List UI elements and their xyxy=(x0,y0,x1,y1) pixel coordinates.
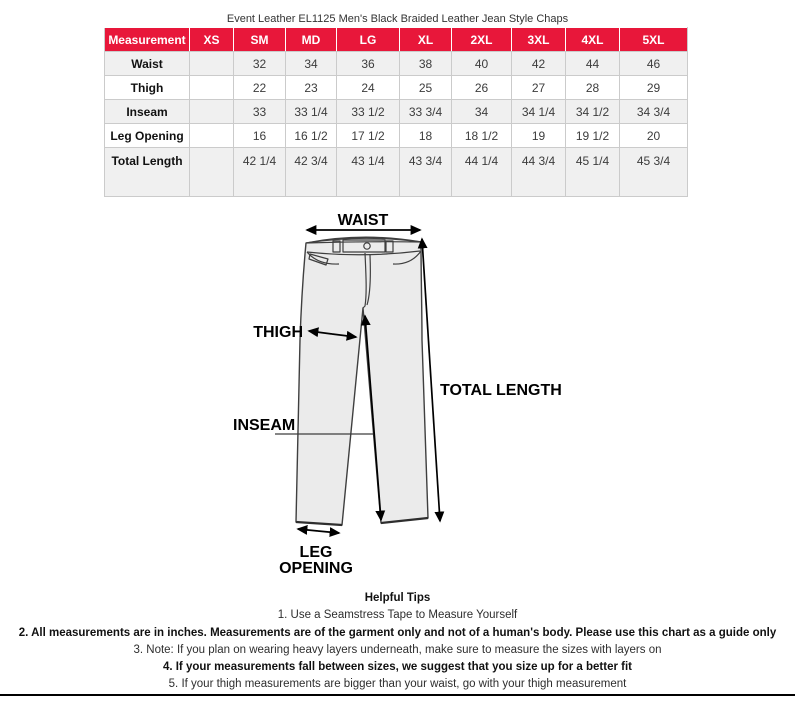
size-cell: 22 xyxy=(234,76,286,100)
page-title: Event Leather EL1125 Men's Black Braided Leather Jean Style Chaps xyxy=(226,13,569,25)
size-cell: 34 3/4 xyxy=(620,100,688,124)
size-cell: 32 xyxy=(234,52,286,76)
size-cell: 20 xyxy=(620,124,688,148)
size-cell: 27 xyxy=(512,76,566,100)
size-cell: 44 1/4 xyxy=(452,148,512,197)
size-cell: 18 xyxy=(400,124,452,148)
size-cell: 42 xyxy=(512,52,566,76)
row-label: Leg Opening xyxy=(105,124,190,148)
size-cell: 40 xyxy=(452,52,512,76)
tip-item-4: 4. If your measurements fall between sizes, we suggest that you size up for a better fit xyxy=(162,661,633,674)
measurement-diagram xyxy=(215,205,615,590)
column-header-2xl: 2XL xyxy=(452,28,512,52)
tip-item-2: 2. All measurements are in inches. Measurements are of the garment only and not of a human's body. Please use this chart as a guide only xyxy=(18,626,777,639)
table-row-waist xyxy=(105,52,688,76)
size-cell: 33 1/4 xyxy=(286,100,337,124)
size-cell: 26 xyxy=(452,76,512,100)
size-cell: 18 1/2 xyxy=(452,124,512,148)
bottom-divider xyxy=(0,694,795,696)
row-label: Total Length xyxy=(105,148,190,197)
size-cell: 16 xyxy=(234,124,286,148)
leg-opening-label-line2: OPENING xyxy=(279,560,353,577)
size-cell: 24 xyxy=(337,76,400,100)
size-cell: 17 1/2 xyxy=(337,124,400,148)
size-cell: 38 xyxy=(400,52,452,76)
total-length-label: TOTAL LENGTH xyxy=(440,382,562,399)
size-cell: 44 3/4 xyxy=(512,148,566,197)
size-cell: 16 1/2 xyxy=(286,124,337,148)
waist-label: WAIST xyxy=(337,212,389,229)
size-cell: 34 xyxy=(452,100,512,124)
size-cell: 29 xyxy=(620,76,688,100)
thigh-label: THIGH xyxy=(253,324,303,341)
size-chart-table xyxy=(104,27,688,197)
row-label: Thigh xyxy=(105,76,190,100)
size-cell: 33 xyxy=(234,100,286,124)
leg-opening-label-line1: LEG xyxy=(299,544,333,561)
size-cell: 34 1/2 xyxy=(566,100,620,124)
size-cell: 45 3/4 xyxy=(620,148,688,197)
size-cell xyxy=(190,124,234,148)
size-cell xyxy=(190,148,234,197)
total-length-arrow xyxy=(422,239,431,380)
size-cell: 43 1/4 xyxy=(337,148,400,197)
size-cell: 19 1/2 xyxy=(566,124,620,148)
table-row-total-length xyxy=(105,148,688,197)
table-header-row xyxy=(105,28,688,52)
size-cell: 42 3/4 xyxy=(286,148,337,197)
size-cell: 33 1/2 xyxy=(337,100,400,124)
column-header-measurement: Measurement xyxy=(105,28,190,52)
size-cell: 25 xyxy=(400,76,452,100)
tip-item-5: 5. If your thigh measurements are bigger than your waist, go with your thigh measurement xyxy=(168,678,627,691)
column-header-lg: LG xyxy=(337,28,400,52)
column-header-xs: XS xyxy=(190,28,234,52)
column-header-xl: XL xyxy=(400,28,452,52)
size-cell xyxy=(190,100,234,124)
size-cell: 33 3/4 xyxy=(400,100,452,124)
table-row-leg-opening xyxy=(105,124,688,148)
inseam-label: INSEAM xyxy=(233,417,296,434)
pants-illustration xyxy=(296,237,428,525)
tip-item-3: 3. Note: If you plan on wearing heavy layers underneath, make sure to measure the sizes with layers on xyxy=(133,643,662,656)
size-cell: 42 1/4 xyxy=(234,148,286,197)
column-header-3xl: 3XL xyxy=(512,28,566,52)
table-row-thigh xyxy=(105,76,688,100)
tips-heading: Helpful Tips xyxy=(364,592,431,604)
column-header-md: MD xyxy=(286,28,337,52)
column-header-5xl: 5XL xyxy=(620,28,688,52)
tip-item-1: 1. Use a Seamstress Tape to Measure Yourself xyxy=(277,609,518,622)
column-header-sm: SM xyxy=(234,28,286,52)
row-label: Inseam xyxy=(105,100,190,124)
size-cell: 45 1/4 xyxy=(566,148,620,197)
column-header-4xl: 4XL xyxy=(566,28,620,52)
size-cell: 43 3/4 xyxy=(400,148,452,197)
size-cell: 23 xyxy=(286,76,337,100)
size-cell: 34 xyxy=(286,52,337,76)
size-cell: 19 xyxy=(512,124,566,148)
total-length-arrow xyxy=(431,380,440,521)
size-cell: 28 xyxy=(566,76,620,100)
leg-opening-arrow xyxy=(318,531,339,533)
helpful-tips-section xyxy=(0,590,795,694)
size-cell: 44 xyxy=(566,52,620,76)
row-label: Waist xyxy=(105,52,190,76)
size-cell xyxy=(190,76,234,100)
pants-outline xyxy=(296,237,428,525)
size-cell: 36 xyxy=(337,52,400,76)
leg-opening-arrow xyxy=(298,529,318,531)
size-cell xyxy=(190,52,234,76)
size-cell: 46 xyxy=(620,52,688,76)
size-cell: 34 1/4 xyxy=(512,100,566,124)
table-row-inseam xyxy=(105,100,688,124)
